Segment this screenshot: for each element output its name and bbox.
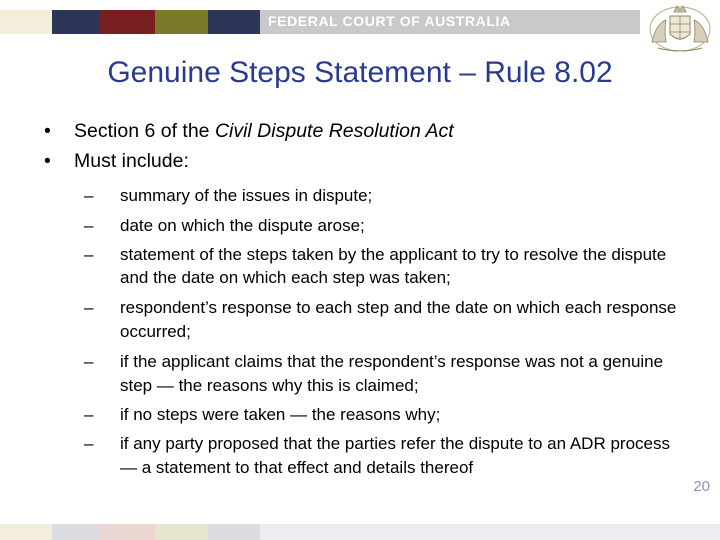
footer-block: [100, 524, 155, 540]
footer-block: [0, 524, 52, 540]
dash-marker: –: [84, 215, 94, 235]
sub-item: [84, 296, 684, 344]
act-name: Civil Dispute Resolution Act: [214, 120, 454, 142]
page-number: 20: [693, 478, 710, 495]
footer-band: [0, 524, 720, 540]
sub-item: [84, 403, 684, 427]
sub-item-text: if no steps were taken — the reasons why;: [120, 405, 441, 425]
footer-block: [155, 524, 208, 540]
bullet-text: [74, 118, 454, 144]
bullet-text-plain: Section 6 of the: [74, 120, 215, 142]
footer-block: [52, 524, 100, 540]
bullet-item: [44, 148, 694, 178]
dash-marker: –: [84, 244, 94, 264]
bullet-marker: •: [44, 150, 51, 172]
bullet-marker: •: [44, 120, 51, 142]
bullet-list: [44, 118, 694, 178]
sub-item-text: if the applicant claims that the respondent’s response was not a genuine step — the reasons why this is claimed;: [120, 351, 664, 395]
header-block-navy: [52, 10, 100, 34]
dash-marker: –: [84, 186, 94, 205]
dash-marker: –: [84, 405, 94, 425]
slide-title: Genuine Steps Statement – Rule 8.02: [107, 56, 613, 89]
header-block-navy-2: [208, 10, 260, 34]
dash-marker: –: [84, 434, 94, 454]
footer-block: [208, 524, 260, 540]
header-band: [0, 0, 720, 42]
sub-item-text: if any party proposed that the parties refer the dispute to an ADR process — a statement to that effect and details thereof: [120, 434, 670, 477]
bullet-text: Must include:: [74, 150, 189, 172]
header-block-maroon: [100, 10, 155, 34]
sub-item: [84, 432, 684, 480]
sub-item-text: summary of the issues in dispute;: [120, 186, 373, 205]
bullet-item: [44, 118, 694, 148]
header-block-cream: [0, 10, 52, 34]
dash-marker: –: [84, 298, 94, 318]
footer-block: [260, 524, 720, 540]
header-block-olive: [155, 10, 208, 34]
sub-list: [84, 184, 684, 486]
sub-item: [84, 243, 684, 291]
sub-item: [84, 350, 684, 398]
sub-item: [84, 214, 684, 238]
dash-marker: –: [84, 351, 94, 371]
court-name: FEDERAL COURT OF AUSTRALIA: [268, 13, 511, 29]
coat-of-arms-icon: [644, 2, 716, 54]
sub-item-text: statement of the steps taken by the applicant to try to resolve the dispute and the date on which each step was taken;: [120, 244, 667, 288]
sub-item-text: respondent’s response to each step and the date on which each response occurred;: [120, 298, 677, 341]
sub-item: [84, 184, 684, 208]
sub-item-text: date on which the dispute arose;: [120, 215, 365, 235]
